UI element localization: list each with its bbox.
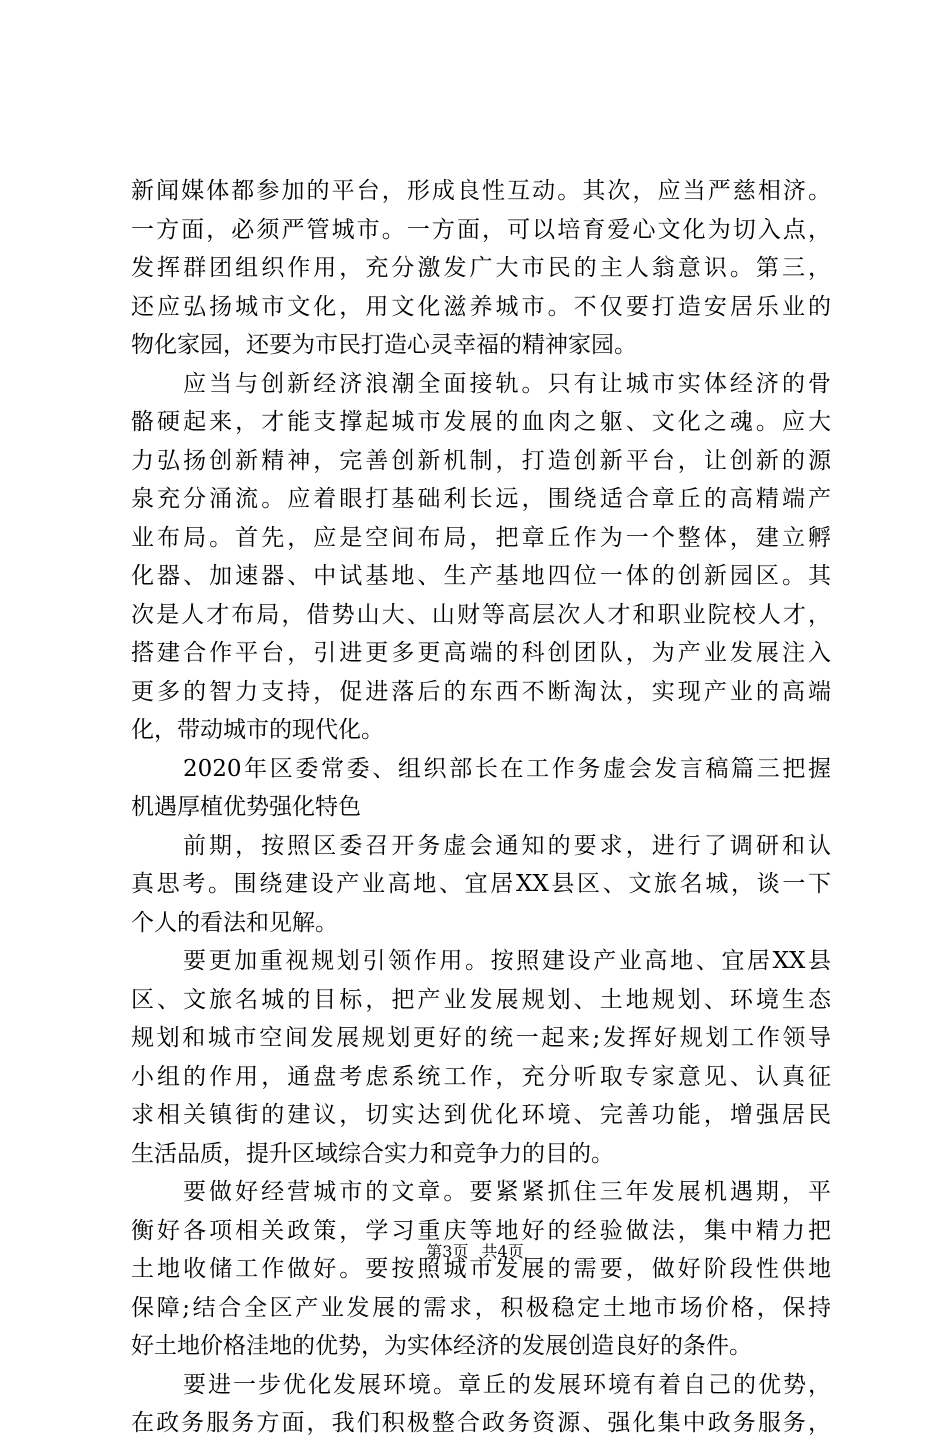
page-number: 第3页 xyxy=(426,1242,469,1261)
text-line: 在政务服务方面，我们积极整合政务资源、强化集中政务服务， xyxy=(131,1410,831,1436)
text-line: 规划和城市空间发展规划更好的统一起来;发挥好规划工作领导 xyxy=(131,1025,831,1051)
text-line: 应当与创新经济浪潮全面接轨。只有让城市实体经济的骨 xyxy=(183,370,831,397)
text-line: 骼硬起来，才能支撑起城市发展的血肉之躯、文化之魂。应大 xyxy=(131,409,831,435)
text-line: 个人的看法和见解。 xyxy=(131,909,338,936)
text-line: 一方面，必须严管城市。一方面，可以培育爱心文化为切入点， xyxy=(131,216,831,243)
text-line: 求相关镇街的建议，切实达到优化环境、完善功能，增强居民 xyxy=(131,1102,831,1128)
text-line: 泉充分涌流。应着眼打基础利长远，围绕适合章丘的高精端产 xyxy=(131,486,831,512)
text-line: 保障;结合全区产业发展的需求，积极稳定土地市场价格，保持 xyxy=(131,1294,831,1321)
page-total: 共4页 xyxy=(481,1242,524,1261)
text-line: 还应弘扬城市文化，用文化滋养城市。不仅要打造安居乐业的 xyxy=(131,293,831,320)
text-line: 业布局。首先，应是空间布局，把章丘作为一个整体，建立孵 xyxy=(131,524,831,551)
text-line: 前期，按照区委召开务虚会通知的要求，进行了调研和认 xyxy=(183,832,831,859)
text-line: 要更加重视规划引领作用。按照建设产业高地、宜居XX县 xyxy=(183,948,831,974)
text-line: 2020年区委常委、组织部长在工作务虚会发言稿篇三把握 xyxy=(183,755,831,782)
text-line: 土地收储工作做好。要按照城市发展的需要，做好阶段性供地 xyxy=(131,1256,831,1282)
text-line: 真思考。围绕建设产业高地、宜居XX县区、文旅名城，谈一下 xyxy=(131,871,831,897)
text-line: 要做好经营城市的文章。要紧紧抓住三年发展机遇期，平 xyxy=(183,1179,831,1205)
text-line: 好土地价格洼地的优势，为实体经济的发展创造良好的条件。 xyxy=(131,1333,752,1359)
text-line: 更多的智力支持，促进落后的东西不断淘汰，实现产业的高端 xyxy=(131,678,831,705)
page-footer xyxy=(0,1242,950,1262)
text-line: 机遇厚植优势强化特色 xyxy=(131,794,361,820)
text-line: 发挥群团组织作用，充分激发广大市民的主人翁意识。第三， xyxy=(131,255,831,281)
text-line: 小组的作用，通盘考虑系统工作，充分听取专家意见、认真征 xyxy=(131,1063,831,1090)
text-line: 区、文旅名城的目标，把产业发展规划、土地规划、环境生态 xyxy=(131,986,831,1013)
text-line: 搭建合作平台，引进更多更高端的科创团队，为产业发展注入 xyxy=(131,640,831,666)
text-line: 化，带动城市的现代化。 xyxy=(131,717,384,743)
text-line: 次是人才布局，借势山大、山财等高层次人才和职业院校人才， xyxy=(131,601,831,628)
text-line: 生活品质，提升区域综合实力和竞争力的目的。 xyxy=(131,1140,614,1167)
text-line: 物化家园，还要为市民打造心灵幸福的精神家园。 xyxy=(131,332,637,358)
text-line: 化器、加速器、中试基地、生产基地四位一体的创新园区。其 xyxy=(131,563,831,589)
text-line: 衡好各项相关政策，学习重庆等地好的经验做法，集中精力把 xyxy=(131,1217,831,1244)
text-line: 力弘扬创新精神，完善创新机制，打造创新平台，让创新的源 xyxy=(131,447,831,474)
text-line: 新闻媒体都参加的平台，形成良性互动。其次，应当严慈相济。 xyxy=(131,178,831,204)
text-line: 要进一步优化发展环境。章丘的发展环境有着自己的优势， xyxy=(183,1371,831,1398)
